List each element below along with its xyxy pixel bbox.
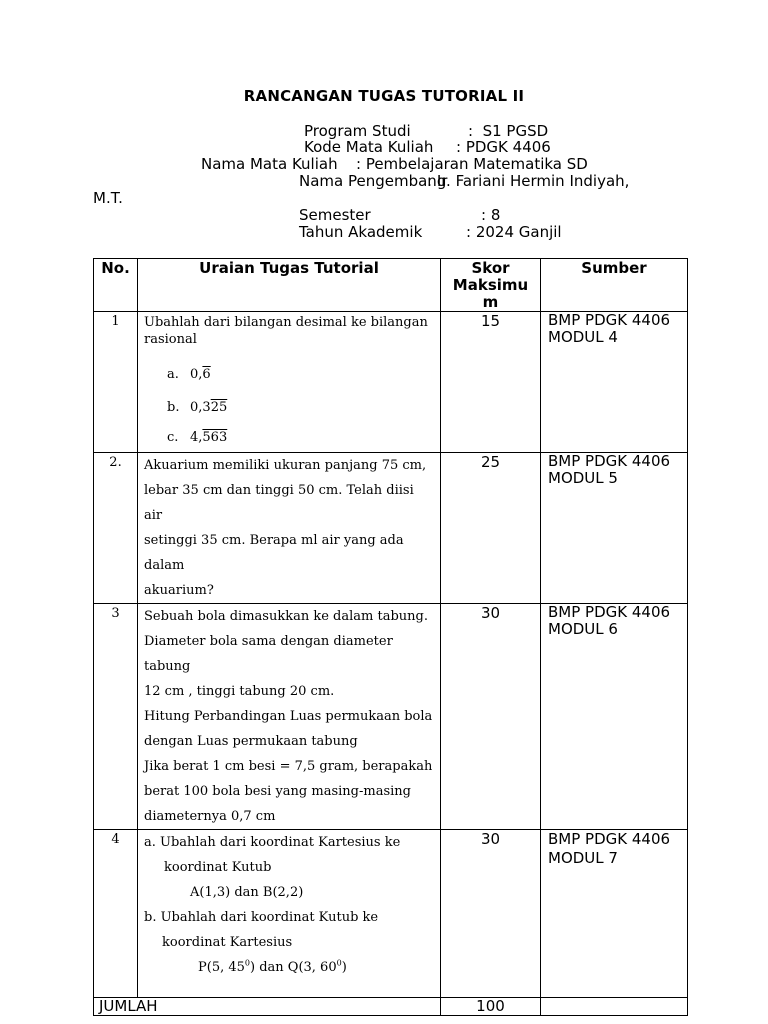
nama-mk-value: : Pembelajaran Matematika SD (356, 155, 588, 173)
semester-label: Semester (299, 206, 371, 224)
row-description: a. Ubahlah dari koordinat Kartesius ke koordinat Kutub A(1,3) dan B(2,2) b. Ubahlah dari koordinat Kutub ke koordinat Kartesius P(5, $45^0$) dan Q(3, $60^0$) (138, 830, 441, 998)
total-row (94, 998, 688, 1016)
header-skor-line2: Maksimu (452, 276, 529, 294)
row-number: 1 (94, 312, 138, 453)
row-score: 15 (441, 312, 541, 453)
row-score: 30 (441, 830, 541, 998)
header-skor-line1: Skor (471, 259, 510, 277)
row-description: Sebuah bola dimasukkan ke dalam tabung. Diameter bola sama dengan diameter tabung 12 cm , tinggi tabung 20 cm. Hitung Perbandingan Luas permukaan bola dengan Luas permukaan tabung Jika berat 1 cm besi = 7,5 gram, berapakah berat 100 bola besi yang masing-masing diameternya 0,7 cm (138, 604, 441, 830)
row-description (138, 312, 441, 453)
row-number: 3 (94, 604, 138, 830)
header-skor (441, 259, 541, 312)
table-row (94, 830, 688, 998)
option-b: b. 0,325 (167, 400, 228, 415)
row-score: 25 (441, 453, 541, 604)
row-number: 2. (94, 453, 138, 604)
task-table (93, 258, 688, 1016)
pengembang-value: : Ir. Fariani Hermin Indiyah, (427, 172, 630, 190)
kode-value: : PDGK 4406 (456, 138, 551, 156)
kode-label: Kode Mata Kuliah (304, 138, 434, 156)
pengembang-continued: M.T. (93, 189, 123, 207)
tahun-label: Tahun Akademik (299, 223, 423, 241)
question-intro: Ubahlah dari bilangan desimal ke bilangan rasional (144, 315, 428, 347)
table-row (94, 312, 688, 453)
tahun-value: : 2024 Ganjil (466, 223, 562, 241)
semester-value: : 8 (481, 206, 501, 224)
row-score: 30 (441, 604, 541, 830)
nama-mk-label: Nama Mata Kuliah (201, 155, 338, 173)
header-sumber: Sumber (541, 259, 688, 312)
total-label: JUMLAH (94, 998, 441, 1016)
total-value: 100 (441, 998, 541, 1016)
polar-points: P(5, $45^0$) dan Q(3, $60^0$) (198, 958, 347, 975)
total-source-empty (541, 998, 688, 1016)
row-description: Akuarium memiliki ukuran panjang 75 cm, lebar 35 cm dan tinggi 50 cm. Telah diisi air setinggi 35 cm. Berapa ml air yang ada dalam akuarium? (138, 453, 441, 604)
row-source: BMP PDGK 4406 MODUL 6 (541, 604, 688, 830)
option-c: c. 4,563 (167, 430, 228, 445)
document-title: RANCANGAN TUGAS TUTORIAL II (243, 87, 525, 105)
header-uraian: Uraian Tugas Tutorial (138, 259, 441, 312)
pengembang-label: Nama Pengembang (299, 172, 447, 190)
row-source: BMP PDGK 4406 MODUL 7 (541, 830, 688, 998)
program-studi-label: Program Studi (304, 122, 411, 140)
option-a: a. 0,6 (167, 367, 211, 382)
row-source: BMP PDGK 4406 MODUL 4 (541, 312, 688, 453)
table-row (94, 604, 688, 830)
row-source: BMP PDGK 4406 MODUL 5 (541, 453, 688, 604)
header-skor-line3: m (482, 293, 499, 311)
table-header-row (94, 259, 688, 312)
row-number: 4 (94, 830, 138, 998)
program-studi-value: : S1 PGSD (468, 122, 549, 140)
header-no: No. (94, 259, 138, 312)
table-row (94, 453, 688, 604)
